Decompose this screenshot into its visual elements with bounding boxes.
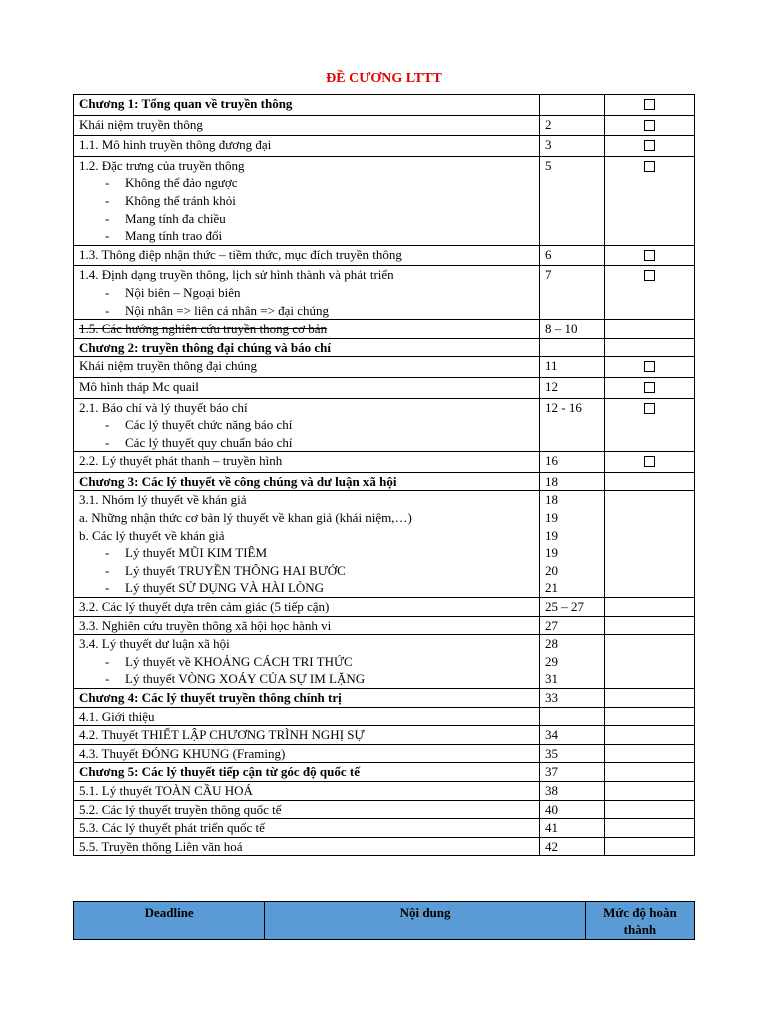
checkbox-cell <box>605 616 695 635</box>
page-number: 34 <box>545 727 558 743</box>
page-number: 19 <box>545 510 558 526</box>
outline-row <box>74 781 695 800</box>
topic-text: 2.1. Báo chí và lý thuyết báo chí <box>79 399 248 415</box>
topic-cell <box>74 800 540 819</box>
page-number: 33 <box>545 690 558 705</box>
page-number: 35 <box>545 745 558 761</box>
topic-cell <box>74 837 540 856</box>
page-cell <box>540 320 605 339</box>
subtopic-item <box>79 579 534 597</box>
page-cell <box>540 357 605 378</box>
outline-row <box>74 616 695 635</box>
outline-row <box>74 136 695 157</box>
page-cell <box>540 837 605 856</box>
checkbox-icon[interactable] <box>644 270 655 281</box>
outline-row <box>74 245 695 266</box>
checkbox-cell <box>605 707 695 726</box>
subtopic-text: Lý thuyết về KHOẢNG CÁCH TRI THỨC <box>125 653 353 669</box>
subtopic-text: Mang tính trao đổi <box>125 228 223 244</box>
checkbox-icon[interactable] <box>644 161 655 172</box>
topic-cell <box>74 266 540 320</box>
topic-cell <box>74 726 540 745</box>
topic-text: 1.5. Các hướng nghiên cứu truyền thong cơ bản <box>79 321 328 337</box>
page-number: 5 <box>545 157 552 173</box>
checkbox-cell <box>605 689 695 708</box>
page-cell <box>540 707 605 726</box>
page-number: 28 <box>545 636 558 652</box>
page-number: 27 <box>545 617 558 633</box>
topic-text: 1.1. Mô hình truyền thông đương đại <box>79 137 272 153</box>
page-number: 18 <box>545 473 558 489</box>
checkbox-cell <box>605 837 695 856</box>
topic-cell <box>74 320 540 339</box>
checkbox-icon[interactable] <box>644 120 655 131</box>
subtopic-item <box>79 544 534 562</box>
subtopic-item <box>79 227 534 245</box>
topic-text: 5.5. Truyền thông Liên văn hoá <box>79 838 243 854</box>
subtopic-item <box>79 210 534 228</box>
topic-cell <box>74 491 540 598</box>
topic-cell <box>74 156 540 245</box>
outline-row <box>74 452 695 473</box>
outline-row <box>74 744 695 763</box>
checkbox-cell <box>605 472 695 491</box>
topic-text: 5.3. Các lý thuyết phát triển quốc tế <box>79 820 265 836</box>
topic-text: 3.4. Lý thuyết dư luận xã hội <box>79 636 230 652</box>
checkbox-cell <box>605 115 695 136</box>
deadline-header-row <box>74 902 695 940</box>
topic-cell <box>74 819 540 838</box>
page-number: 29 <box>545 653 558 669</box>
page-cell <box>540 338 605 357</box>
page-number: 38 <box>545 782 558 798</box>
completion-header: Mức độ hoàn thành <box>585 902 694 940</box>
checkbox-cell <box>605 800 695 819</box>
page-cell <box>540 491 605 598</box>
checkbox-cell <box>605 491 695 598</box>
checkbox-cell <box>605 136 695 157</box>
topic-text: Chương 3: Các lý thuyết về công chúng và dư luận xã hội <box>79 473 397 489</box>
outline-table <box>73 94 695 856</box>
outline-row <box>74 707 695 726</box>
subtopic-text: Các lý thuyết quy chuẩn báo chí <box>125 434 293 450</box>
checkbox-cell <box>605 156 695 245</box>
subtopic-item <box>79 174 534 192</box>
page-cell <box>540 472 605 491</box>
topic-cell <box>74 357 540 378</box>
page-cell <box>540 598 605 617</box>
deadline-table <box>73 901 695 940</box>
page-cell <box>540 763 605 782</box>
topic-cell <box>74 598 540 617</box>
outline-row <box>74 800 695 819</box>
page-number: 12 <box>545 378 558 394</box>
topic-text: Chương 1: Tổng quan về truyền thông <box>79 96 293 111</box>
topic-text: 3.2. Các lý thuyết dựa trên cảm giác (5 tiếp cận) <box>79 599 330 615</box>
page-number: 18 <box>545 492 558 508</box>
page-cell <box>540 266 605 320</box>
outline-row <box>74 398 695 452</box>
outline-row <box>74 598 695 617</box>
page-cell <box>540 398 605 452</box>
subtopic-item <box>79 302 534 320</box>
topic-text: 4.2. Thuyết THIẾT LẬP CHƯƠNG TRÌNH NGHỊ SỰ <box>79 727 365 743</box>
topic-cell <box>74 136 540 157</box>
topic-cell <box>74 689 540 708</box>
subtopic-text: Lý thuyết TRUYỀN THÔNG HAI BƯỚC <box>125 562 346 578</box>
checkbox-cell <box>605 266 695 320</box>
topic-text: 3.3. Nghiên cứu truyền thông xã hội học hành vi <box>79 617 332 633</box>
checkbox-icon[interactable] <box>644 382 655 393</box>
topic-text: Khái niệm truyền thông đại chúng <box>79 358 257 374</box>
topic-cell <box>74 245 540 266</box>
outline-row <box>74 338 695 357</box>
page-title: ĐỀ CƯƠNG LTTT <box>326 71 442 86</box>
checkbox-cell <box>605 744 695 763</box>
outline-row <box>74 689 695 708</box>
content-header: Nội dung <box>265 902 586 940</box>
outline-row <box>74 115 695 136</box>
topic-cell <box>74 635 540 689</box>
topic-text: Chương 5: Các lý thuyết tiếp cận từ góc độ quốc tế <box>79 764 360 780</box>
topic-cell <box>74 763 540 782</box>
subtopic-text: Nội nhân => liên cá nhân => đại chúng <box>125 302 330 318</box>
page-number: 11 <box>545 358 558 374</box>
checkbox-icon[interactable] <box>644 403 655 414</box>
subtopic-text: Lý thuyết VÒNG XOÁY CỦA SỰ IM LẶNG <box>125 671 366 687</box>
checkbox-icon[interactable] <box>644 140 655 151</box>
topic-text: Chương 2: truyền thông đại chúng và báo chí <box>79 339 331 355</box>
page-cell <box>540 616 605 635</box>
outline-row <box>74 156 695 245</box>
checkbox-icon[interactable] <box>644 456 655 467</box>
topic-text: 1.2. Đặc trưng của truyền thông <box>79 157 245 173</box>
page-cell <box>540 245 605 266</box>
subtopic-item <box>79 192 534 210</box>
outline-row <box>74 837 695 856</box>
subtopic-text: Nội biên – Ngoại biên <box>125 284 241 300</box>
topic-text: Mô hình tháp Mc quail <box>79 378 199 394</box>
page-number: 21 <box>545 580 558 596</box>
page-cell <box>540 95 605 116</box>
checkbox-icon[interactable] <box>644 99 655 110</box>
page-cell <box>540 136 605 157</box>
topic-cell <box>74 338 540 357</box>
page-number: 41 <box>545 820 558 836</box>
checkbox-cell <box>605 377 695 398</box>
checkbox-cell <box>605 819 695 838</box>
checkbox-cell <box>605 781 695 800</box>
checkbox-cell <box>605 357 695 378</box>
subtopic-item <box>79 416 534 434</box>
page-number <box>545 95 599 113</box>
page-cell <box>540 781 605 800</box>
checkbox-cell <box>605 635 695 689</box>
page-number: 31 <box>545 671 558 687</box>
checkbox-cell <box>605 398 695 452</box>
page-number: 6 <box>545 246 552 262</box>
topic-text: Chương 4: Các lý thuyết truyền thông chính trị <box>79 690 342 705</box>
subtopic-item <box>79 653 534 671</box>
checkbox-cell <box>605 245 695 266</box>
page-cell <box>540 115 605 136</box>
outline-row <box>74 472 695 491</box>
page-cell <box>540 689 605 708</box>
page-cell <box>540 156 605 245</box>
page-cell <box>540 726 605 745</box>
page-cell <box>540 452 605 473</box>
page-number: 42 <box>545 838 558 854</box>
topic-cell <box>74 707 540 726</box>
page-number: 19 <box>545 527 558 543</box>
topic-text: 3.1. Nhóm lý thuyết về khán giả <box>79 492 247 508</box>
outline-row <box>74 95 695 116</box>
topic-text: 1.3. Thông điệp nhận thức – tiềm thức, mục đích truyền thông <box>79 246 402 262</box>
page-number: 37 <box>545 764 558 780</box>
page-number: 12 - 16 <box>545 399 582 415</box>
page-number: 19 <box>545 545 558 561</box>
topic-cell <box>74 452 540 473</box>
topic-cell <box>74 398 540 452</box>
page-number: 16 <box>545 453 558 469</box>
page-cell <box>540 819 605 838</box>
outline-row <box>74 763 695 782</box>
outline-row <box>74 266 695 320</box>
topic-text: 2.2. Lý thuyết phát thanh – truyền hình <box>79 453 283 469</box>
page-cell <box>540 744 605 763</box>
topic-cell <box>74 616 540 635</box>
subtopic-item <box>79 562 534 580</box>
page-cell <box>540 635 605 689</box>
page-number: 25 – 27 <box>545 599 584 615</box>
subtopic-text: Lý thuyết SỬ DỤNG VÀ HÀI LÒNG <box>125 580 325 596</box>
page-number <box>545 339 599 357</box>
outline-row <box>74 357 695 378</box>
topic-cell <box>74 377 540 398</box>
topic-text: 1.4. Định dạng truyền thông, lịch sử hình thành và phát triển <box>79 267 394 283</box>
checkbox-icon[interactable] <box>644 361 655 372</box>
topic-text: b. Các lý thuyết về khán giả <box>79 527 225 543</box>
topic-text: 4.1. Giới thiệu <box>79 708 155 724</box>
topic-text: 4.3. Thuyết ĐÓNG KHUNG (Framing) <box>79 745 286 761</box>
subtopic-text: Không thể tránh khỏi <box>125 192 236 208</box>
topic-text: 5.1. Lý thuyết TOÀN CẦU HOÁ <box>79 782 253 798</box>
topic-cell <box>74 472 540 491</box>
topic-cell <box>74 744 540 763</box>
checkbox-cell <box>605 763 695 782</box>
checkbox-cell <box>605 95 695 116</box>
topic-cell <box>74 781 540 800</box>
subtopic-text: Các lý thuyết chức năng báo chí <box>125 417 293 433</box>
topic-cell <box>74 95 540 116</box>
outline-row <box>74 491 695 598</box>
topic-cell <box>74 115 540 136</box>
page-number: 8 – 10 <box>545 321 578 337</box>
outline-row <box>74 635 695 689</box>
checkbox-cell <box>605 726 695 745</box>
topic-text: 5.2. Các lý thuyết truyền thông quốc tế <box>79 801 282 817</box>
subtopic-text: Không thể đảo ngược <box>125 175 238 191</box>
checkbox-cell <box>605 452 695 473</box>
outline-row <box>74 320 695 339</box>
page-number <box>545 708 599 726</box>
subtopic-text: Mang tính đa chiều <box>125 210 226 226</box>
page-number: 40 <box>545 801 558 817</box>
outline-row <box>74 377 695 398</box>
page-number: 3 <box>545 137 552 153</box>
outline-row <box>74 819 695 838</box>
topic-text: Khái niệm truyền thông <box>79 116 203 132</box>
subtopic-text: Lý thuyết MŨI KIM TIÊM <box>125 545 268 561</box>
page-cell <box>540 377 605 398</box>
outline-row <box>74 726 695 745</box>
topic-text: a. Những nhận thức cơ bản lý thuyết về khan giả (khái niệm,…) <box>79 510 412 526</box>
checkbox-cell <box>605 598 695 617</box>
page-number: 7 <box>545 267 552 283</box>
page-cell <box>540 800 605 819</box>
page-number: 2 <box>545 116 552 132</box>
checkbox-cell <box>605 338 695 357</box>
checkbox-icon[interactable] <box>644 250 655 261</box>
checkbox-cell <box>605 320 695 339</box>
subtopic-item <box>79 284 534 302</box>
subtopic-item <box>79 434 534 452</box>
deadline-header: Deadline <box>74 902 265 940</box>
page-number: 20 <box>545 562 558 578</box>
subtopic-item <box>79 670 534 688</box>
